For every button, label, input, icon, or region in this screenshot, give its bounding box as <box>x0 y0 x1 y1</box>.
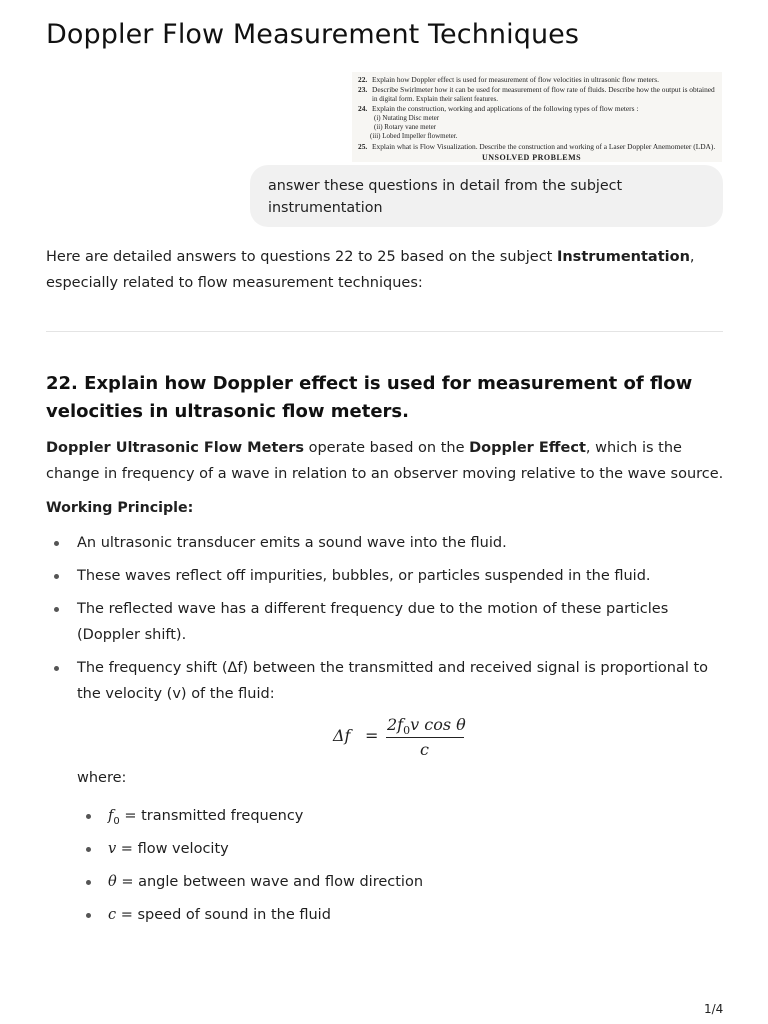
page-number: 1/4 <box>704 1002 724 1016</box>
list-item: The frequency shift (Δf) between the transmitted and received signal is proportional to the velocity (v) of the fluid: <box>46 655 726 707</box>
scan-question-22: 22. Explain how Doppler effect is used for measurement of flow velocities in ultrasonic flow meters. <box>358 75 659 84</box>
formula-equals: = <box>365 726 379 745</box>
working-principle-list <box>46 530 726 714</box>
working-principle-label: Working Principle: <box>46 500 194 516</box>
scan-question-23: 23. Describe Swirlmeter how it can be used for measurement of flow rate of fluids. Describe how the output is obtained <box>358 85 715 94</box>
variable-item: $f_0$ = transmitted frequency <box>77 803 423 836</box>
formula-denominator: c <box>420 740 429 759</box>
scan-question-24-ii: (ii) Rotary vane meter <box>374 123 437 131</box>
list-item: The reflected wave has a different frequency due to the motion of these particles (Doppler shift). <box>46 596 726 648</box>
scan-question-24: 24. Explain the construction, working and applications of the following types of flow meters : <box>358 104 639 113</box>
variable-item: v = flow velocity <box>77 836 423 869</box>
variable-item: θ = angle between wave and flow direction <box>77 869 423 902</box>
doppler-description: Doppler Ultrasonic Flow Meters operate based on the Doppler Effect, which is the change in frequency of a wave in relation to an observer moving relative to the wave source. <box>46 440 724 482</box>
formula-lhs: Δf <box>333 726 351 745</box>
scan-question-24-i: (i) Nutating Disc meter <box>374 114 440 122</box>
list-item: These waves reflect off impurities, bubbles, or particles suspended in the fluid. <box>46 563 726 589</box>
fraction-bar <box>386 737 464 738</box>
page-title: Doppler Flow Measurement Techniques <box>46 19 580 50</box>
scan-question-24-iii: (iii) Lobed Impeller flowmeter. <box>370 132 458 140</box>
divider <box>46 331 723 332</box>
scan-question-23-cont: in digital form. Explain their salient features. <box>372 95 498 103</box>
scan-unsolved-heading: UNSOLVED PROBLEMS <box>482 153 582 162</box>
list-item: An ultrasonic transducer emits a sound wave into the fluid. <box>46 530 726 556</box>
intro-paragraph: Here are detailed answers to questions 22 to 25 based on the subject Instrumentation, especially related to flow measurement techniques: <box>46 249 695 291</box>
formula-numerator: $2f_0v$ cos θ <box>387 715 466 738</box>
where-label: where: <box>77 770 127 786</box>
section-heading-22: 22. Explain how Doppler effect is used for measurement of flow velocities in ultrasonic flow meters. <box>46 373 693 422</box>
variable-item: c = speed of sound in the fluid <box>77 902 423 935</box>
user-message-bubble: answer these questions in detail from the subject instrumentation <box>250 165 723 227</box>
scan-question-25: 25. Explain what is Flow Visualization. Describe the construction and working of a Laser Doppler Anemometer (LDA). <box>358 142 716 151</box>
doppler-formula <box>333 715 473 763</box>
variable-list <box>77 803 423 935</box>
uploaded-question-image[interactable] <box>352 72 722 162</box>
